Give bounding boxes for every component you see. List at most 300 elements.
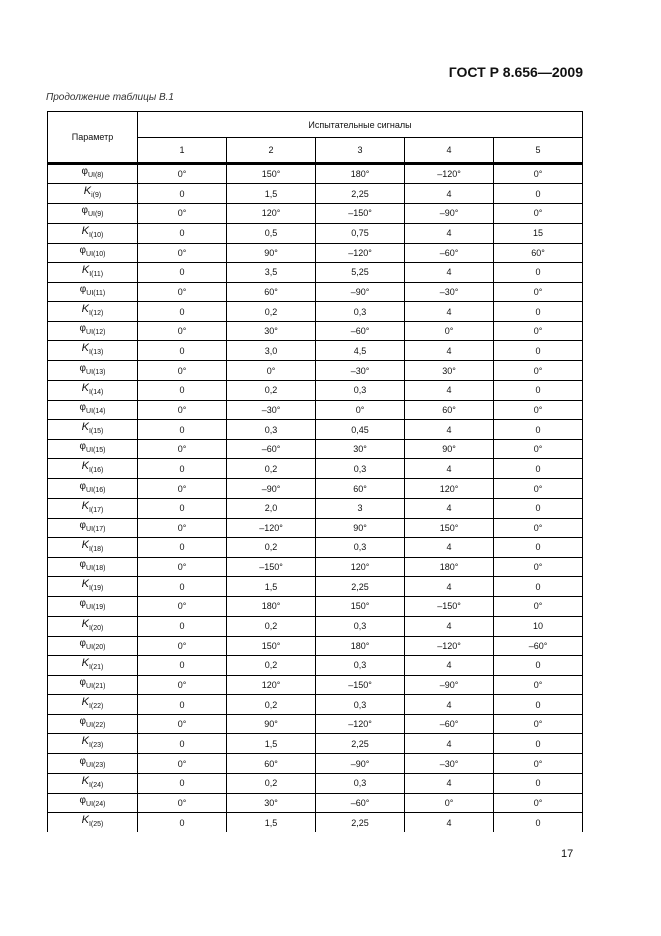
table-row xyxy=(48,754,583,773)
parameter-cell xyxy=(48,695,138,715)
parameter-subscript: UI(24) xyxy=(86,800,106,808)
table-row xyxy=(48,459,583,479)
value-cell: 0° xyxy=(138,754,227,773)
value-cell: 60° xyxy=(227,754,316,773)
value-cell: 10 xyxy=(494,616,583,636)
parameter-cell xyxy=(48,459,138,479)
parameter-cell xyxy=(48,302,138,322)
value-cell: –150° xyxy=(316,675,405,694)
table-row xyxy=(48,793,583,812)
table-row xyxy=(48,715,583,734)
value-cell: 0° xyxy=(494,675,583,694)
value-cell: 0,75 xyxy=(316,223,405,243)
parameter-symbol: K xyxy=(81,538,89,551)
table-row xyxy=(48,518,583,537)
parameter-subscript: UI(11) xyxy=(86,290,106,298)
value-cell: 0° xyxy=(138,164,227,184)
value-cell: 90° xyxy=(316,518,405,537)
value-cell: 0° xyxy=(494,597,583,616)
parameter-symbol: φ xyxy=(79,244,87,256)
value-cell: 0° xyxy=(494,518,583,537)
value-cell: 60° xyxy=(494,243,583,262)
value-cell: 0° xyxy=(138,479,227,498)
table-row xyxy=(48,675,583,694)
value-cell: 30° xyxy=(227,322,316,341)
parameter-symbol: K xyxy=(81,578,89,591)
value-cell: 0 xyxy=(494,655,583,675)
value-cell: 0° xyxy=(138,204,227,223)
value-cell: –90° xyxy=(227,479,316,498)
value-cell: 0 xyxy=(138,616,227,636)
value-cell: –150° xyxy=(227,557,316,576)
parameter-symbol: φ xyxy=(79,323,87,335)
value-cell: 0 xyxy=(138,302,227,322)
value-cell: 60° xyxy=(227,282,316,301)
table-row xyxy=(48,695,583,715)
parameter-symbol: K xyxy=(81,224,89,237)
value-cell: 30° xyxy=(316,440,405,459)
value-cell: 4 xyxy=(405,341,494,361)
parameter-subscript: I(20) xyxy=(88,624,104,632)
value-cell: 0 xyxy=(138,655,227,675)
parameter-cell xyxy=(48,636,138,655)
value-cell: 120° xyxy=(316,557,405,576)
value-cell: 0 xyxy=(494,184,583,204)
value-cell: 120° xyxy=(227,204,316,223)
value-cell: 150° xyxy=(227,636,316,655)
value-cell: 0,2 xyxy=(227,695,316,715)
parameter-cell xyxy=(48,243,138,262)
value-cell: 4 xyxy=(405,734,494,754)
parameter-subscript: I(17) xyxy=(88,506,104,514)
parameter-cell xyxy=(48,262,138,282)
value-cell: –30° xyxy=(405,282,494,301)
parameter-subscript: UI(23) xyxy=(86,761,106,769)
value-cell: 4 xyxy=(405,262,494,282)
parameter-cell xyxy=(48,597,138,616)
value-cell: 30° xyxy=(227,793,316,812)
parameter-subscript: UI(17) xyxy=(86,525,106,533)
value-cell: 0 xyxy=(494,459,583,479)
parameter-symbol: φ xyxy=(79,401,87,413)
parameter-subscript: i(9) xyxy=(91,192,102,200)
value-cell: 0° xyxy=(494,164,583,184)
table-row xyxy=(48,773,583,793)
value-cell: 4 xyxy=(405,695,494,715)
parameter-subscript: I(19) xyxy=(88,585,104,593)
parameter-subscript: I(22) xyxy=(88,703,104,711)
value-cell: 0 xyxy=(138,577,227,597)
parameter-cell xyxy=(48,754,138,773)
parameter-subscript: UI(14) xyxy=(86,407,106,415)
parameter-cell xyxy=(48,440,138,459)
value-cell: 4,5 xyxy=(316,341,405,361)
value-cell: –150° xyxy=(405,597,494,616)
value-cell: 0,2 xyxy=(227,773,316,793)
table-row xyxy=(48,243,583,262)
value-cell: 150° xyxy=(316,597,405,616)
value-cell: 0,3 xyxy=(316,695,405,715)
table-row xyxy=(48,498,583,518)
value-cell: 4 xyxy=(405,459,494,479)
value-cell: 5,25 xyxy=(316,262,405,282)
table-row xyxy=(48,262,583,282)
value-cell: 0° xyxy=(138,282,227,301)
value-cell: 180° xyxy=(227,597,316,616)
table-row xyxy=(48,380,583,400)
parameter-subscript: I(11) xyxy=(89,270,104,278)
param-header: Параметр xyxy=(48,112,138,164)
table-row xyxy=(48,204,583,223)
parameter-subscript: I(14) xyxy=(88,388,104,396)
value-cell: 0,3 xyxy=(316,773,405,793)
parameter-cell xyxy=(48,773,138,793)
parameter-subscript: I(12) xyxy=(88,310,104,318)
value-cell: 0° xyxy=(138,597,227,616)
parameter-cell xyxy=(48,184,138,204)
value-cell: 0 xyxy=(138,380,227,400)
value-cell: 180° xyxy=(316,164,405,184)
parameter-subscript: I(21) xyxy=(88,663,104,671)
value-cell: 1,5 xyxy=(227,577,316,597)
table-row xyxy=(48,557,583,576)
value-cell: 0° xyxy=(494,440,583,459)
value-cell: 0 xyxy=(494,498,583,518)
table-row xyxy=(48,361,583,380)
value-cell: 30° xyxy=(405,361,494,380)
value-cell: 4 xyxy=(405,813,494,833)
value-cell: 4 xyxy=(405,184,494,204)
parameter-subscript: I(25) xyxy=(88,821,104,829)
parameter-subscript: I(10) xyxy=(88,231,104,239)
value-cell: 0° xyxy=(494,754,583,773)
parameter-cell xyxy=(48,420,138,440)
parameter-symbol: φ xyxy=(79,441,87,453)
value-cell: 4 xyxy=(405,223,494,243)
column-header-2: 2 xyxy=(227,138,316,164)
value-cell: 0 xyxy=(138,498,227,518)
value-cell: 4 xyxy=(405,577,494,597)
value-cell: 0,3 xyxy=(316,655,405,675)
parameter-subscript: I(16) xyxy=(88,467,104,475)
value-cell: 0° xyxy=(138,557,227,576)
value-cell: 0,2 xyxy=(227,459,316,479)
value-cell: 4 xyxy=(405,537,494,557)
value-cell: 0° xyxy=(138,322,227,341)
parameter-subscript: UI(13) xyxy=(86,368,106,376)
value-cell: 0° xyxy=(316,400,405,419)
value-cell: 3 xyxy=(316,498,405,518)
parameter-symbol: φ xyxy=(79,677,87,688)
value-cell: 0 xyxy=(138,695,227,715)
value-cell: 0 xyxy=(138,262,227,282)
parameter-subscript: UI(21) xyxy=(86,683,106,690)
value-cell: 4 xyxy=(405,302,494,322)
parameter-symbol: K xyxy=(81,735,89,748)
parameter-cell xyxy=(48,498,138,518)
table-row xyxy=(48,184,583,204)
parameter-subscript: UI(19) xyxy=(86,604,106,612)
value-cell: 0 xyxy=(494,380,583,400)
parameter-cell xyxy=(48,557,138,576)
table-caption: Продолжение таблицы В.1 xyxy=(46,92,174,103)
value-cell: 0,2 xyxy=(227,380,316,400)
parameter-symbol: φ xyxy=(79,755,87,767)
value-cell: 0 xyxy=(138,734,227,754)
parameter-subscript: I(18) xyxy=(88,545,104,553)
value-cell: 0° xyxy=(494,204,583,223)
value-cell: –60° xyxy=(494,636,583,655)
parameter-cell xyxy=(48,164,138,184)
parameter-symbol: K xyxy=(81,421,89,434)
value-cell: 90° xyxy=(405,440,494,459)
table-row xyxy=(48,302,583,322)
value-cell: –120° xyxy=(316,715,405,734)
value-cell: 2,25 xyxy=(316,813,405,833)
value-cell: 0,3 xyxy=(316,302,405,322)
parameter-subscript: UI(20) xyxy=(86,643,106,651)
parameter-symbol: φ xyxy=(79,598,87,610)
parameter-cell xyxy=(48,282,138,301)
value-cell: 2,25 xyxy=(316,184,405,204)
value-cell: –30° xyxy=(405,754,494,773)
value-cell: –120° xyxy=(405,636,494,655)
value-cell: 0,3 xyxy=(316,380,405,400)
value-cell: 0° xyxy=(494,282,583,301)
value-cell: 0 xyxy=(138,223,227,243)
value-cell: 0,3 xyxy=(316,616,405,636)
table-row xyxy=(48,282,583,301)
value-cell: 150° xyxy=(227,164,316,184)
table-row xyxy=(48,400,583,419)
test-signals-table xyxy=(47,111,583,832)
value-cell: 0 xyxy=(494,537,583,557)
value-cell: 0° xyxy=(138,243,227,262)
parameter-subscript: UI(18) xyxy=(86,565,106,573)
value-cell: –30° xyxy=(316,361,405,380)
value-cell: 2,25 xyxy=(316,734,405,754)
page-number: 17 xyxy=(561,848,574,860)
parameter-cell xyxy=(48,204,138,223)
value-cell: 4 xyxy=(405,616,494,636)
table-row xyxy=(48,479,583,498)
parameter-cell xyxy=(48,715,138,734)
parameter-symbol: K xyxy=(81,342,89,355)
value-cell: 0° xyxy=(138,636,227,655)
parameter-cell xyxy=(48,322,138,341)
parameter-cell xyxy=(48,577,138,597)
table-row xyxy=(48,420,583,440)
parameter-symbol: K xyxy=(83,185,92,198)
value-cell: 0° xyxy=(138,400,227,419)
parameter-symbol: K xyxy=(81,656,89,669)
test-signals-header: Испытательные сигналы xyxy=(138,112,583,138)
value-cell: 0° xyxy=(494,793,583,812)
value-cell: 0° xyxy=(227,361,316,380)
table-row xyxy=(48,616,583,636)
parameter-symbol: K xyxy=(81,263,90,276)
value-cell: 0 xyxy=(494,813,583,833)
value-cell: 4 xyxy=(405,380,494,400)
value-cell: 1,5 xyxy=(227,184,316,204)
parameter-cell xyxy=(48,361,138,380)
parameter-symbol: φ xyxy=(79,794,87,806)
table-row xyxy=(48,537,583,557)
column-header-5: 5 xyxy=(494,138,583,164)
value-cell: 150° xyxy=(405,518,494,537)
value-cell: 0 xyxy=(138,813,227,833)
value-cell: –60° xyxy=(227,440,316,459)
value-cell: –60° xyxy=(316,793,405,812)
parameter-symbol: K xyxy=(81,696,89,709)
value-cell: 1,5 xyxy=(227,813,316,833)
parameter-cell xyxy=(48,616,138,636)
value-cell: 120° xyxy=(405,479,494,498)
value-cell: 0 xyxy=(138,537,227,557)
parameter-subscript: I(23) xyxy=(88,742,104,750)
parameter-symbol: K xyxy=(81,460,89,473)
parameter-cell xyxy=(48,518,138,537)
value-cell: –150° xyxy=(316,204,405,223)
document-code: ГОСТ Р 8.656—2009 xyxy=(448,64,583,80)
value-cell: 60° xyxy=(405,400,494,419)
value-cell: 0,2 xyxy=(227,537,316,557)
value-cell: 0° xyxy=(138,715,227,734)
table-row xyxy=(48,440,583,459)
value-cell: 3,0 xyxy=(227,341,316,361)
value-cell: 4 xyxy=(405,420,494,440)
column-header-1: 1 xyxy=(138,138,227,164)
column-header-3: 3 xyxy=(316,138,405,164)
value-cell: 0 xyxy=(138,341,227,361)
value-cell: –90° xyxy=(405,675,494,694)
value-cell: 0,2 xyxy=(227,655,316,675)
parameter-symbol: φ xyxy=(79,519,87,531)
parameter-cell xyxy=(48,537,138,557)
value-cell: 0° xyxy=(494,400,583,419)
value-cell: 0,3 xyxy=(227,420,316,440)
parameter-cell xyxy=(48,813,138,833)
parameter-cell xyxy=(48,223,138,243)
parameter-symbol: K xyxy=(81,774,89,787)
value-cell: 0° xyxy=(494,361,583,380)
value-cell: –120° xyxy=(405,164,494,184)
table-row xyxy=(48,322,583,341)
table-row xyxy=(48,734,583,754)
value-cell: 4 xyxy=(405,655,494,675)
value-cell: 0° xyxy=(494,715,583,734)
value-cell: 0 xyxy=(138,184,227,204)
parameter-symbol: φ xyxy=(79,284,87,296)
parameter-cell xyxy=(48,400,138,419)
value-cell: 15 xyxy=(494,223,583,243)
value-cell: –90° xyxy=(316,754,405,773)
value-cell: 0° xyxy=(138,518,227,537)
parameter-subscript: UI(15) xyxy=(86,447,106,455)
value-cell: 1,5 xyxy=(227,734,316,754)
value-cell: 90° xyxy=(227,715,316,734)
value-cell: –120° xyxy=(227,518,316,537)
value-cell: 3,5 xyxy=(227,262,316,282)
table-row xyxy=(48,223,583,243)
parameter-symbol: φ xyxy=(79,480,87,492)
parameter-subscript: I(15) xyxy=(88,428,104,436)
value-cell: –60° xyxy=(316,322,405,341)
value-cell: 0 xyxy=(138,459,227,479)
value-cell: 0 xyxy=(494,695,583,715)
parameter-cell xyxy=(48,734,138,754)
value-cell: 0 xyxy=(494,302,583,322)
table-row xyxy=(48,577,583,597)
value-cell: 0 xyxy=(494,734,583,754)
value-cell: 2,25 xyxy=(316,577,405,597)
value-cell: –120° xyxy=(316,243,405,262)
value-cell: –30° xyxy=(227,400,316,419)
parameter-cell xyxy=(48,380,138,400)
value-cell: 0,3 xyxy=(316,459,405,479)
parameter-symbol: φ xyxy=(79,637,87,649)
parameter-cell xyxy=(48,793,138,812)
parameter-subscript: UI(12) xyxy=(86,329,106,337)
value-cell: –60° xyxy=(405,243,494,262)
value-cell: 180° xyxy=(316,636,405,655)
parameter-symbol: φ xyxy=(81,166,88,178)
parameter-cell xyxy=(48,655,138,675)
value-cell: 0,3 xyxy=(316,537,405,557)
value-cell: 0° xyxy=(494,479,583,498)
value-cell: 0° xyxy=(138,793,227,812)
parameter-cell xyxy=(48,675,138,694)
parameter-subscript: UI(9) xyxy=(87,211,104,219)
value-cell: 60° xyxy=(316,479,405,498)
parameter-symbol: φ xyxy=(81,205,88,217)
value-cell: 0,2 xyxy=(227,302,316,322)
parameter-symbol: φ xyxy=(79,716,87,728)
parameter-symbol: φ xyxy=(79,362,87,374)
parameter-symbol: φ xyxy=(79,559,87,571)
column-header-4: 4 xyxy=(405,138,494,164)
value-cell: 0 xyxy=(138,773,227,793)
parameter-symbol: K xyxy=(81,617,89,630)
parameter-subscript: UI(8) xyxy=(87,172,104,180)
value-cell: 90° xyxy=(227,243,316,262)
value-cell: 0 xyxy=(494,341,583,361)
table-row xyxy=(48,164,583,184)
value-cell: 0 xyxy=(138,420,227,440)
table-row xyxy=(48,636,583,655)
value-cell: 120° xyxy=(227,675,316,694)
value-cell: –90° xyxy=(316,282,405,301)
parameter-cell xyxy=(48,479,138,498)
value-cell: 0° xyxy=(405,322,494,341)
value-cell: 0° xyxy=(405,793,494,812)
value-cell: –60° xyxy=(405,715,494,734)
value-cell: 180° xyxy=(405,557,494,576)
value-cell: 4 xyxy=(405,773,494,793)
parameter-subscript: UI(16) xyxy=(86,486,106,494)
value-cell: –90° xyxy=(405,204,494,223)
parameter-subscript: I(13) xyxy=(88,349,104,357)
table-row xyxy=(48,655,583,675)
value-cell: 0,5 xyxy=(227,223,316,243)
table-row xyxy=(48,341,583,361)
parameter-symbol: K xyxy=(81,814,89,827)
parameter-symbol: K xyxy=(81,499,89,512)
value-cell: 0 xyxy=(494,262,583,282)
value-cell: 0° xyxy=(138,361,227,380)
value-cell: 0,45 xyxy=(316,420,405,440)
value-cell: 0° xyxy=(138,440,227,459)
